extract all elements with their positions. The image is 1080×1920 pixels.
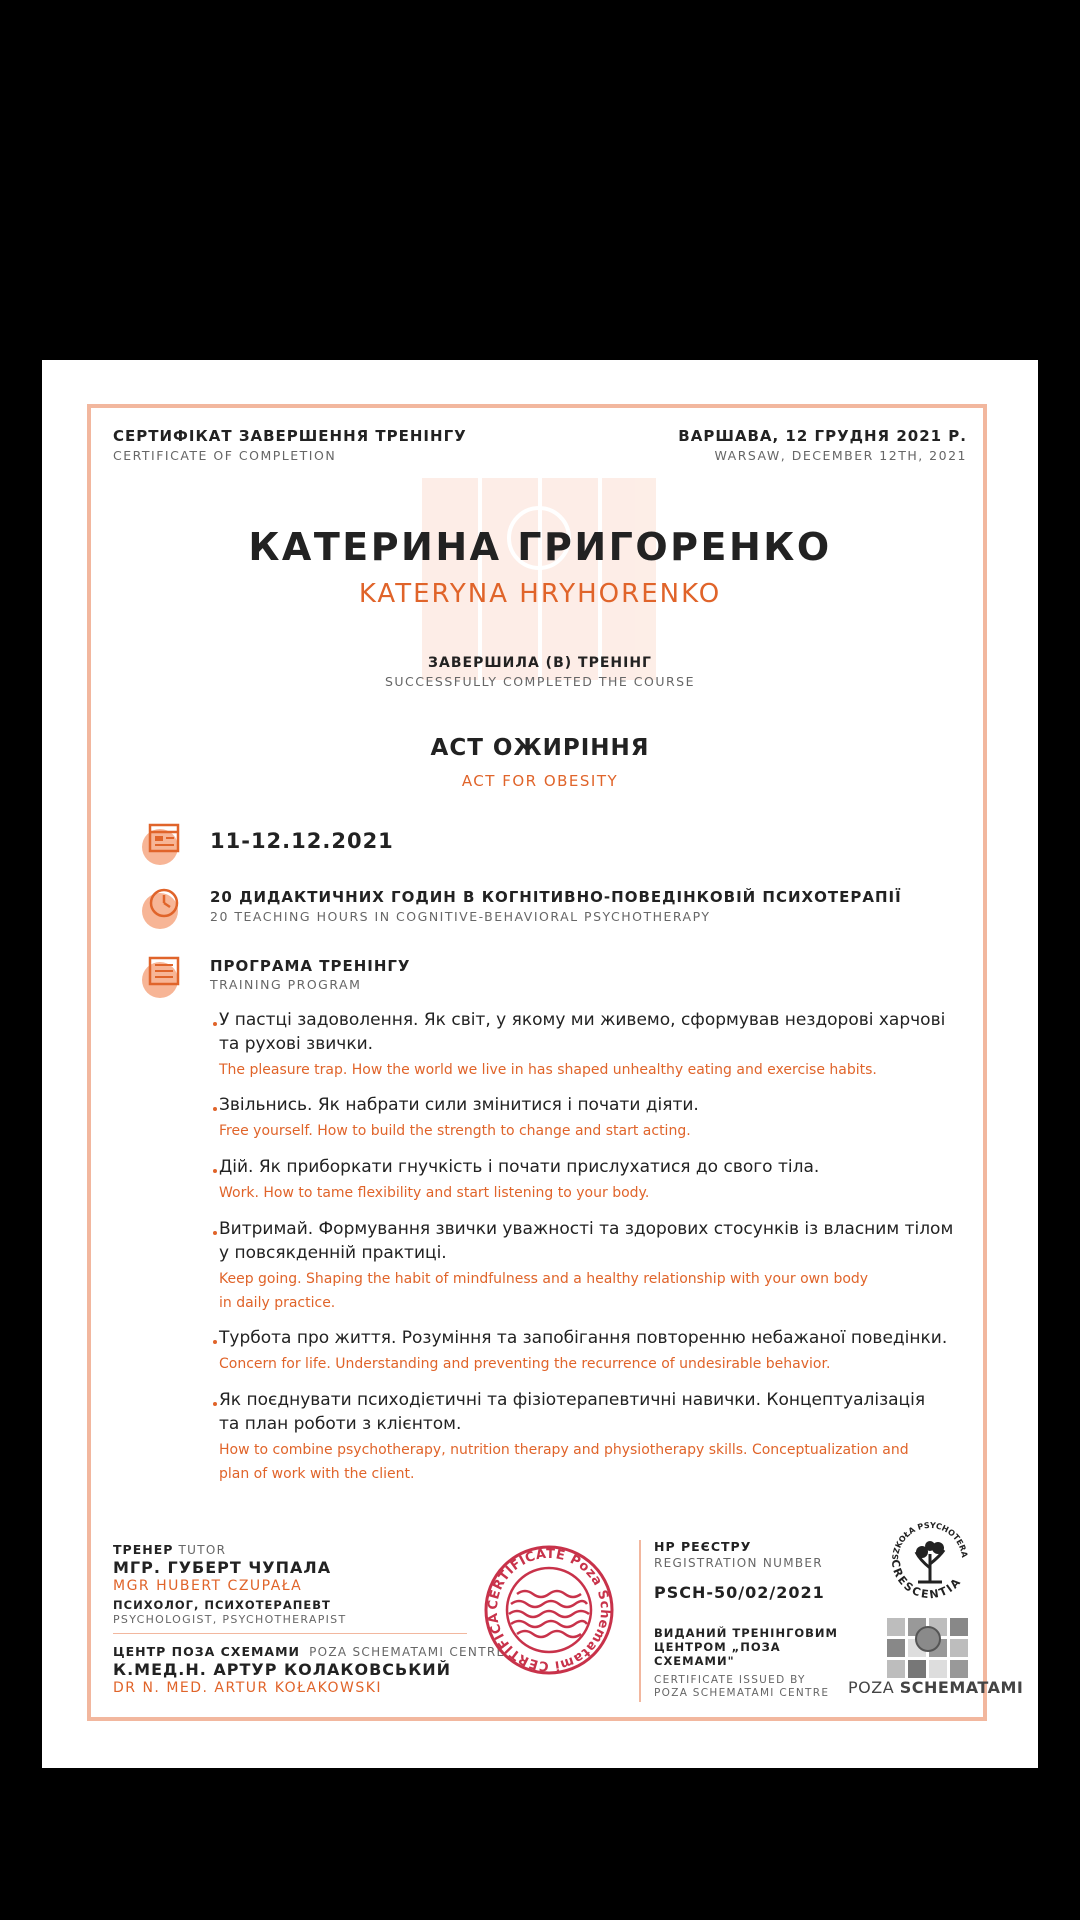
registration-number: PSCH-50/02/2021 [654,1583,825,1602]
svg-text:CERTIFICATE Poza Schematami CE: CERTIFICATE Poza Schematami CERTIFICA [485,1546,613,1674]
tutor-role-en: PSYCHOLOGIST, PSYCHOTHERAPIST [113,1613,347,1626]
list-icon [142,956,184,998]
tutor-role: ПСИХОЛОГ, ПСИХОТЕРАПЕВТ [113,1598,331,1612]
place-date-en: WARSAW, DECEMBER 12TH, 2021 [714,448,967,463]
teaching-hours-en: 20 TEACHING HOURS IN COGNITIVE-BEHAVIORAL PSYCHOTHERAPY [210,909,711,924]
crescentia-logo [880,1510,980,1610]
tutor-label: ТРЕНЕР TUTOR [113,1542,227,1557]
svg-text:SZKOŁA PSYCHOTERAPII: SZKOŁA PSYCHOTERA [890,1520,969,1561]
completed-label-en: SUCCESSFULLY COMPLETED THE COURSE [384,674,696,689]
director-name: К.МЕД.Н. АРТУР КОЛАКОВСЬКИЙ [113,1660,452,1679]
centre-label: ЦЕНТР ПОЗА СХЕМАМИ POZA SCHEMATAMI CENTRE [113,1644,506,1659]
recipient-name-en: KATERYNA HRYHORENKO [358,579,722,609]
certificate-stamp [483,1544,615,1676]
issued-by: ВИДАНИЙ ТРЕНІНГОВИМ ЦЕНТРОМ „ПОЗА СХЕМАМИ" [654,1626,839,1668]
tutor-name-en: MGR HUBERT CZUPAŁA [113,1578,303,1594]
registration-label-en: REGISTRATION NUMBER [654,1556,823,1570]
certificate-title: СЕРТИФІКАТ ЗАВЕРШЕННЯ ТРЕНІНГУ [113,427,467,445]
issued-by-en: CERTIFICATE ISSUED BY POZA SCHEMATAMI CENTRE [654,1674,830,1699]
clock-icon [142,887,184,929]
tutor-name: МГР. ГУБЕРТ ЧУПАЛА [113,1558,332,1577]
svg-text:CRESCENTIA: CRESCENTIA [888,1558,965,1602]
registration-label: НР РЕЄСТРУ [654,1539,752,1554]
certificate-sheet: СЕРТИФІКАТ ЗАВЕРШЕННЯ ТРЕНІНГУ CERTIFICATE OF COMPLETION ВАРШАВА, 12 ГРУДНЯ 2021 Р. WARSAW, DECEMBER 12TH, 2021 КАТЕРИНА ГРИГОРЕНКО KATERYNA HRYHORENKO ЗАВЕРШИЛА (В) ТРЕНІНГ SUCCESSFULLY COMPLETED THE COURSE ACT ОЖИРІННЯ ACT FOR OBESITY 11-12.12.2021 20 ДИДАКТИЧНИХ ГОДИН В КОГНІТИВНО-ПОВЕДІНКОВІЙ ПСИХОТЕРАПІЇ 20 TEACHING HOURS IN COGNITIVE-BEHAVIORAL PSYCHOTHERAPY ПРОГРАМА ТРЕНІНГУ TRAINING PROGRAM У пастці задоволення. Як світ, у якому ми живемо, сформував нездорові харчові та рухові звички. The pleasure trap. How the world we live in has shaped unhealthy eating and exercise habits. Звільнись. Як набрати сили змінитися і почати діяти. Free yourself. How to build the strength to change and start acting. Дій. Як приборкати гнучкість і почати прислухатися до свого тіла. Work. How to tame flexibility and start listening to your body. Витримай. Формування звички уважності та здорових стосунків із власним тілом у повсякденній практиці. Keep going. Shaping the habit of mindfulness and a healthy relationship with your own body in daily practice. Турбота про життя. Розуміння та запобігання повторенню небажаної поведінки. Concern for life. Understanding and preventing the recurrence of undesirable behavior. Як поєднувати психодієтичні та фізіотерапевтичні навички. Концептуалізація та план роботи з клієнтом. How to combine psychotherapy, nutrition therapy and physiotherapy skills. Conceptualization and plan of work with the client. ТРЕНЕР TUTOR МГР. ГУБЕРТ ЧУПАЛА MGR HUBERT CZUPAŁA ПСИХОЛОГ, ПСИХОТЕРАПЕВТ PSYCHOLOGIST, PSYCHOTHERAPIST ЦЕНТР ПОЗА СХЕМАМИ POZA SCHEMATAMI CENTRE К.МЕД.Н. АРТУР КОЛАКОВСЬКИЙ DR N. MED. ARTUR KOŁAKOWSKI CERTIFICATE Poza Schematami CERTIFICA НР РЕЄСТРУ REGISTRATION NUMBER PSCH-50/02/2021 ВИДАНИЙ ТРЕНІНГОВИМ ЦЕНТРОМ „ПОЗА СХЕМАМИ" CERTIFICATE ISSUED BY POZA SCHEMATAMI CENTRE SZKOŁA PSYCHOTERA CRESCENTIA POZA SCHEMATAMI [42,360,1038,1768]
divider [113,1633,467,1634]
place-date: ВАРШАВА, 12 ГРУДНЯ 2021 Р. [678,427,967,445]
course-title: ACT ОЖИРІННЯ [430,735,650,761]
recipient-name: КАТЕРИНА ГРИГОРЕНКО [248,525,832,569]
program-heading: ПРОГРАМА ТРЕНІНГУ [210,957,411,975]
program-heading-en: TRAINING PROGRAM [210,977,362,992]
teaching-hours: 20 ДИДАКТИЧНИХ ГОДИН В КОГНІТИВНО-ПОВЕДІНКОВІЙ ПСИХОТЕРАПІЇ [210,888,902,906]
calendar-icon [142,823,184,865]
course-title-en: ACT FOR OBESITY [461,772,619,790]
director-name-en: DR N. MED. ARTUR KOŁAKOWSKI [113,1680,383,1696]
training-dates: 11-12.12.2021 [210,829,394,853]
poza-schematami-wordmark: POZA SCHEMATAMI [848,1678,1024,1697]
completed-label: ЗАВЕРШИЛА (В) ТРЕНІНГ [428,655,652,671]
vertical-divider [639,1540,641,1702]
certificate-title-en: CERTIFICATE OF COMPLETION [113,448,337,463]
